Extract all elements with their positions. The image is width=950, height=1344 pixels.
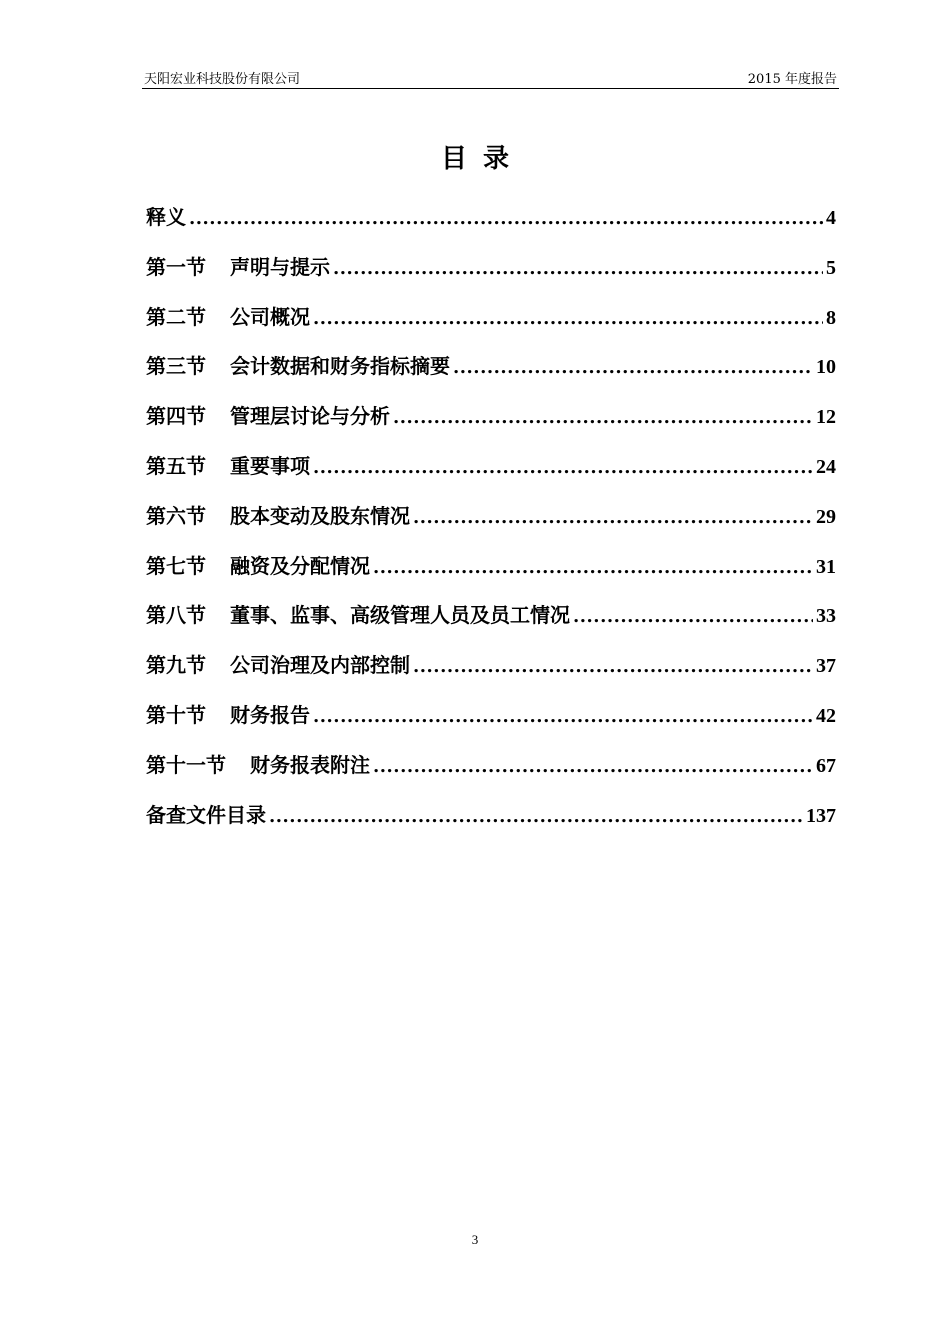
toc-page-number: 24 [816,455,836,478]
toc-dot-leader [313,457,813,478]
toc-entry-label: 融资及分配情况 [230,553,370,578]
toc-entry-label: 声明与提示 [230,254,330,279]
toc-entry[interactable] [146,699,836,749]
toc-page-number: 33 [816,605,836,628]
toc-section-number: 第七节 [146,553,206,578]
toc-title: 目录 [440,144,525,174]
report-name: 2015 年度报告 [747,72,837,87]
toc-entry[interactable] [146,350,836,400]
toc-dot-leader [373,557,813,578]
toc-entry[interactable] [146,301,836,351]
toc-section-number: 第二节 [146,304,206,329]
toc-dot-leader [413,507,813,528]
toc-entry[interactable] [146,500,836,550]
toc-section-number: 第五节 [146,453,206,478]
toc-page-number: 8 [826,306,836,329]
toc-page-number: 137 [806,804,836,827]
toc-page-number: 29 [816,505,836,528]
toc-dot-leader [373,756,813,777]
toc-page-number: 37 [816,655,836,678]
toc-page-number: 31 [816,555,836,578]
toc-dot-leader [573,606,813,627]
toc-section-number: 第八节 [146,603,206,628]
toc-entry-label: 财务报告 [230,702,310,727]
toc-entry[interactable] [146,649,836,699]
toc-page-number: 4 [826,207,836,229]
toc-entry-label: 股本变动及股东情况 [230,503,410,528]
table-of-contents [146,201,836,848]
page-header [142,66,839,89]
toc-entry-label: 备查文件目录 [146,802,266,827]
toc-entry-label: 重要事项 [230,453,310,478]
toc-dot-leader [313,308,823,329]
toc-page-number: 10 [816,356,836,379]
toc-dot-leader [189,208,823,229]
toc-page-number: 42 [816,704,836,727]
toc-entry[interactable] [146,400,836,450]
toc-page-number: 67 [816,754,836,777]
toc-dot-leader [413,656,813,677]
company-name: 天阳宏业科技股份有限公司 [144,72,301,87]
toc-section-number: 第十一节 [146,752,226,777]
toc-entry-label: 会计数据和财务指标摘要 [230,354,450,379]
toc-dot-leader [269,806,803,827]
toc-entry-label: 公司治理及内部控制 [230,653,410,678]
toc-entry[interactable] [146,799,836,849]
toc-section-number: 第六节 [146,503,206,528]
toc-entry-label: 财务报表附注 [250,752,370,777]
toc-section-number: 第四节 [146,404,206,429]
toc-section-number: 第三节 [146,354,206,379]
toc-dot-leader [333,258,823,279]
toc-entry[interactable] [146,599,836,649]
toc-page-number: 5 [826,256,836,279]
page-number: 3 [471,1232,479,1247]
toc-dot-leader [313,706,813,727]
toc-dot-leader [393,407,813,428]
toc-entry-label: 公司概况 [230,304,310,329]
toc-entry[interactable] [146,550,836,600]
toc-entry-label: 董事、监事、高级管理人员及员工情况 [230,603,570,628]
toc-entry-label: 释义 [146,205,186,229]
toc-dot-leader [453,357,813,378]
toc-section-number: 第九节 [146,653,206,678]
toc-entry-label: 管理层讨论与分析 [230,404,390,429]
toc-page-number: 12 [816,406,836,429]
toc-section-number: 第一节 [146,254,206,279]
toc-entry[interactable] [146,251,836,301]
toc-entry[interactable] [146,450,836,500]
toc-entry[interactable] [146,201,836,251]
toc-section-number: 第十节 [146,702,206,727]
toc-entry[interactable] [146,749,836,799]
